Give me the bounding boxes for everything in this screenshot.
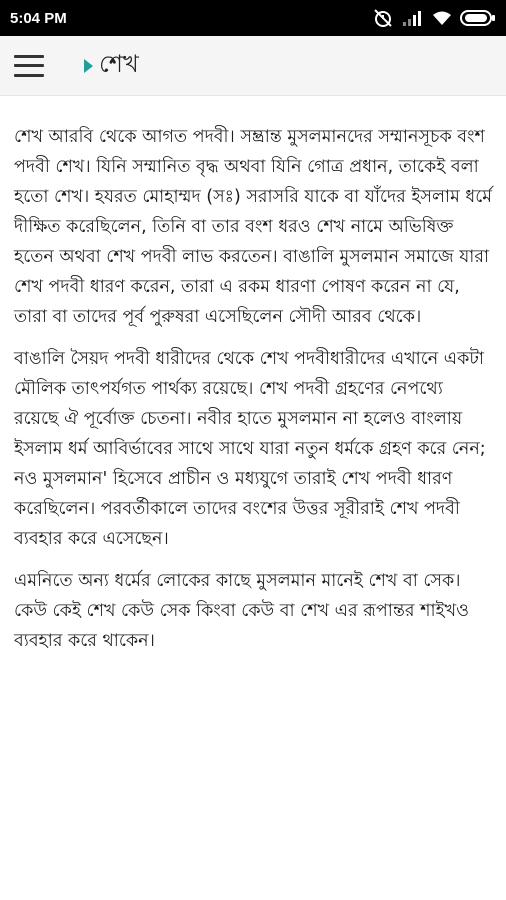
status-time: 5:04 PM <box>10 9 67 27</box>
menu-icon-line <box>14 64 44 67</box>
article-paragraph: বাঙালি সৈয়দ পদবী ধারীদের থেকে শেখ পদবীধারীদের এখানে একটা মৌলিক তাৎপর্যগত পার্থক্য রয়েছে। শেখ পদবী গ্রহণের নেপথ্যে রয়েছে ঐ পূর্বোক্ত চেতনা। নবীর হাতে মুসলমান না হলেও বাংলায় ইসলাম ধর্ম আবির্ভাবের সাথে সাথে যারা নতুন ধর্মকে গ্রহণ করে নেন; নও মুসলমান' হিসেবে প্রাচীন ও মধ্যযুগে তারাই শেখ পদবী ধারণ করেছিলেন। পরবর্তীকালে তাদের বংশের উত্তর সূরীরাই শেখ পদবী ব্যবহার করে এসেছেন। <box>14 349 486 549</box>
app-bar <box>0 36 506 96</box>
menu-icon[interactable] <box>14 55 44 77</box>
status-bar <box>0 0 506 36</box>
signal-icon <box>402 9 424 27</box>
alarm-off-icon <box>372 8 394 28</box>
article-paragraph: এমনিতে অন্য ধর্মের লোকের কাছে মুসলমান মানেই শেখ বা সেক। কেউ কেই শেখ কেউ সেক কিংবা কেউ বা শেখ এর রূপান্তর শাইখও ব্যবহার করে থাকেন। <box>14 571 469 651</box>
page-title-wrap <box>84 46 139 86</box>
wifi-icon <box>432 10 452 26</box>
menu-icon-line <box>14 55 44 58</box>
article-paragraph: শেখ আরবি থেকে আগত পদবী। সম্ভ্রান্ত মুসলমানদের সম্মানসূচক বংশ পদবী শেখ। যিনি সম্মানিত বৃদ্ধ অথবা যিনি গোত্র প্রধান, তাকেই বলা হতো শেখ। হযরত মোহাম্মদ (সঃ) সরাসরি যাকে বা যাঁদের ইসলাম ধর্মে দীক্ষিত করেছিলেন, তিনি বা তার বংশ ধরও শেখ নামে অভিষিক্ত হতেন অথবা শেখ পদবী লাভ করতেন। বাঙালি মুসলমান সমাজে যারা শেখ পদবী ধারণ করেন, তারা এ রকম ধারণা পোষণ করেন না যে, তারা বা তাদের পূর্ব পুরুষরা এসেছিলেন সৌদী আরব থেকে। <box>14 127 492 327</box>
play-arrow-icon <box>84 59 93 73</box>
article-content <box>0 96 506 656</box>
page-title: শেখ <box>99 49 139 78</box>
menu-icon-line <box>14 74 44 77</box>
status-icons <box>372 8 496 28</box>
battery-icon <box>460 10 496 26</box>
